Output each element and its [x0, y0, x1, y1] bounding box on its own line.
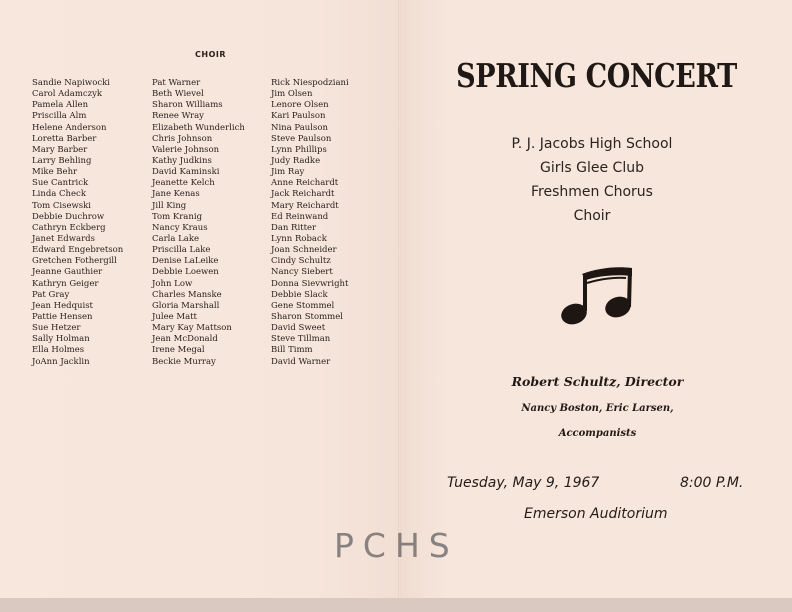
choir-member-name: Gene Stommel	[271, 300, 335, 311]
choir-member-name: Jeanette Kelch	[152, 178, 215, 189]
organization-school: P. J. Jacobs High School	[511, 136, 673, 152]
choir-member-name: Pat Gray	[32, 289, 70, 300]
choir-member-name: Pattie Hensen	[32, 311, 93, 322]
concert-time: 8:00 P.M.	[680, 475, 744, 491]
choir-member-name: Carla Lake	[152, 233, 200, 244]
choir-member-name: Priscilla Lake	[152, 245, 211, 256]
choir-member-name: Valerie Johnson	[152, 144, 220, 155]
choir-member-name: Carol Adamczyk	[32, 89, 103, 100]
choir-member-name: Jean McDonald	[152, 334, 218, 345]
pchs-watermark: PCHS	[334, 526, 459, 565]
choir-member-name: Anne Reichardt	[271, 178, 339, 189]
choir-heading: CHOIR	[195, 50, 227, 59]
choir-member-name: Sue Cantrick	[32, 178, 89, 189]
choir-member-name: Gretchen Fothergill	[32, 256, 117, 267]
choir-member-name: Jean Hedquist	[32, 300, 93, 311]
choir-member-name: Chris Johnson	[152, 133, 213, 144]
concert-title: SPRING CONCERT	[456, 56, 737, 95]
director-credit: Robert Schultz, Director	[511, 374, 684, 389]
choir-member-name: Jane Kenas	[152, 189, 200, 200]
organization-glee-club: Girls Glee Club	[540, 160, 644, 176]
choir-member-name: Ed Reinwand	[271, 211, 329, 222]
roster-column-2	[152, 78, 245, 368]
choir-member-name: Mary Reichardt	[271, 200, 339, 211]
choir-member-name: Renee Wray	[152, 111, 204, 122]
choir-member-name: Kathryn Geiger	[32, 278, 99, 289]
choir-member-name: Charles Manske	[152, 289, 222, 300]
choir-member-name: Janet Edwards	[32, 233, 95, 244]
choir-member-name: Debbie Slack	[271, 289, 328, 300]
choir-member-name: Sharon Williams	[152, 100, 223, 111]
organization-choir: Choir	[573, 208, 611, 224]
choir-member-name: David Warner	[271, 356, 331, 367]
choir-member-name: Beth Wievel	[152, 89, 204, 100]
choir-member-name: Nancy Siebert	[271, 267, 333, 278]
choir-member-name: Irene Megal	[152, 345, 205, 356]
choir-member-name: Mary Kay Mattson	[152, 323, 232, 334]
choir-member-name: Mike Behr	[32, 167, 78, 178]
choir-member-name: Ella Holmes	[32, 345, 85, 356]
choir-member-name: Helene Anderson	[32, 122, 107, 133]
choir-member-name: Jim Ray	[271, 167, 305, 178]
choir-member-name: Priscilla Alm	[32, 111, 87, 122]
roster-column-1	[32, 78, 123, 368]
choir-member-name: Joan Schneider	[271, 245, 337, 256]
choir-member-name: Tom Cisewski	[32, 200, 92, 211]
choir-member-name: Lynn Phillips	[271, 144, 327, 155]
choir-member-name: Donna Sievwright	[271, 278, 349, 289]
choir-member-name: Larry Behling	[32, 155, 92, 166]
choir-member-name: Edward Engebretson	[32, 245, 124, 256]
choir-member-name: Debbie Loewen	[152, 267, 219, 278]
choir-member-name: Sally Holman	[32, 334, 90, 345]
choir-member-name: Pamela Allen	[32, 100, 89, 111]
choir-member-name: Loretta Barber	[32, 133, 97, 144]
concert-date: Tuesday, May 9, 1967	[447, 475, 600, 491]
choir-member-name: Sandie Napiwocki	[32, 78, 110, 88]
choir-member-name: Jeanne Gauthier	[32, 267, 103, 278]
choir-member-name: Kathy Judkins	[152, 155, 212, 166]
choir-member-name: Jill King	[152, 200, 187, 211]
choir-member-name: Rick Niespodziani	[271, 78, 349, 88]
choir-member-name: Dan Ritter	[271, 222, 317, 233]
choir-member-name: Gloria Marshall	[152, 300, 220, 311]
scan-bottom-edge	[0, 598, 792, 612]
choir-member-name: David Sweet	[271, 323, 326, 334]
choir-member-name: Elizabeth Wunderlich	[152, 122, 245, 133]
choir-member-name: Cathryn Eckberg	[32, 222, 106, 233]
choir-member-name: Pat Warner	[152, 78, 201, 88]
choir-member-name: Lenore Olsen	[271, 100, 329, 111]
beamed-eighth-notes-icon	[560, 262, 638, 330]
choir-member-name: Bill Timm	[271, 345, 313, 356]
choir-member-name: Kari Paulson	[271, 111, 326, 122]
choir-member-name: Judy Radke	[271, 155, 321, 166]
choir-member-name: Mary Barber	[32, 144, 88, 155]
choir-member-name: Steve Tillman	[271, 334, 331, 345]
choir-member-name: Debbie Duchrow	[32, 211, 105, 222]
choir-member-name: Tom Kranig	[152, 211, 203, 222]
roster-column-3	[271, 78, 349, 368]
choir-member-name: Sharon Stommel	[271, 311, 343, 322]
accompanists-label: Accompanists	[558, 428, 637, 439]
choir-member-name: Jack Reichardt	[271, 189, 335, 200]
choir-member-name: John Low	[152, 278, 193, 289]
choir-member-name: Nina Paulson	[271, 122, 328, 133]
choir-member-name: Cindy Schultz	[271, 256, 331, 267]
organization-freshmen-chorus: Freshmen Chorus	[531, 184, 653, 200]
choir-member-name: Julee Matt	[152, 311, 197, 322]
concert-venue: Emerson Auditorium	[524, 506, 668, 522]
choir-member-name: Lynn Roback	[271, 233, 327, 244]
choir-member-name: JoAnn Jacklin	[32, 356, 90, 367]
choir-member-name: Linda Check	[32, 189, 86, 200]
choir-member-name: Denise LaLeike	[152, 256, 219, 267]
choir-member-name: Steve Paulson	[271, 133, 332, 144]
choir-member-name: Beckie Murray	[152, 356, 216, 367]
choir-member-name: Sue Hetzer	[32, 323, 81, 334]
choir-member-name: David Kaminski	[152, 167, 220, 178]
accompanist-names: Nancy Boston, Eric Larsen,	[521, 403, 674, 414]
choir-member-name: Jim Olsen	[271, 89, 313, 100]
choir-member-name: Nancy Kraus	[152, 222, 208, 233]
